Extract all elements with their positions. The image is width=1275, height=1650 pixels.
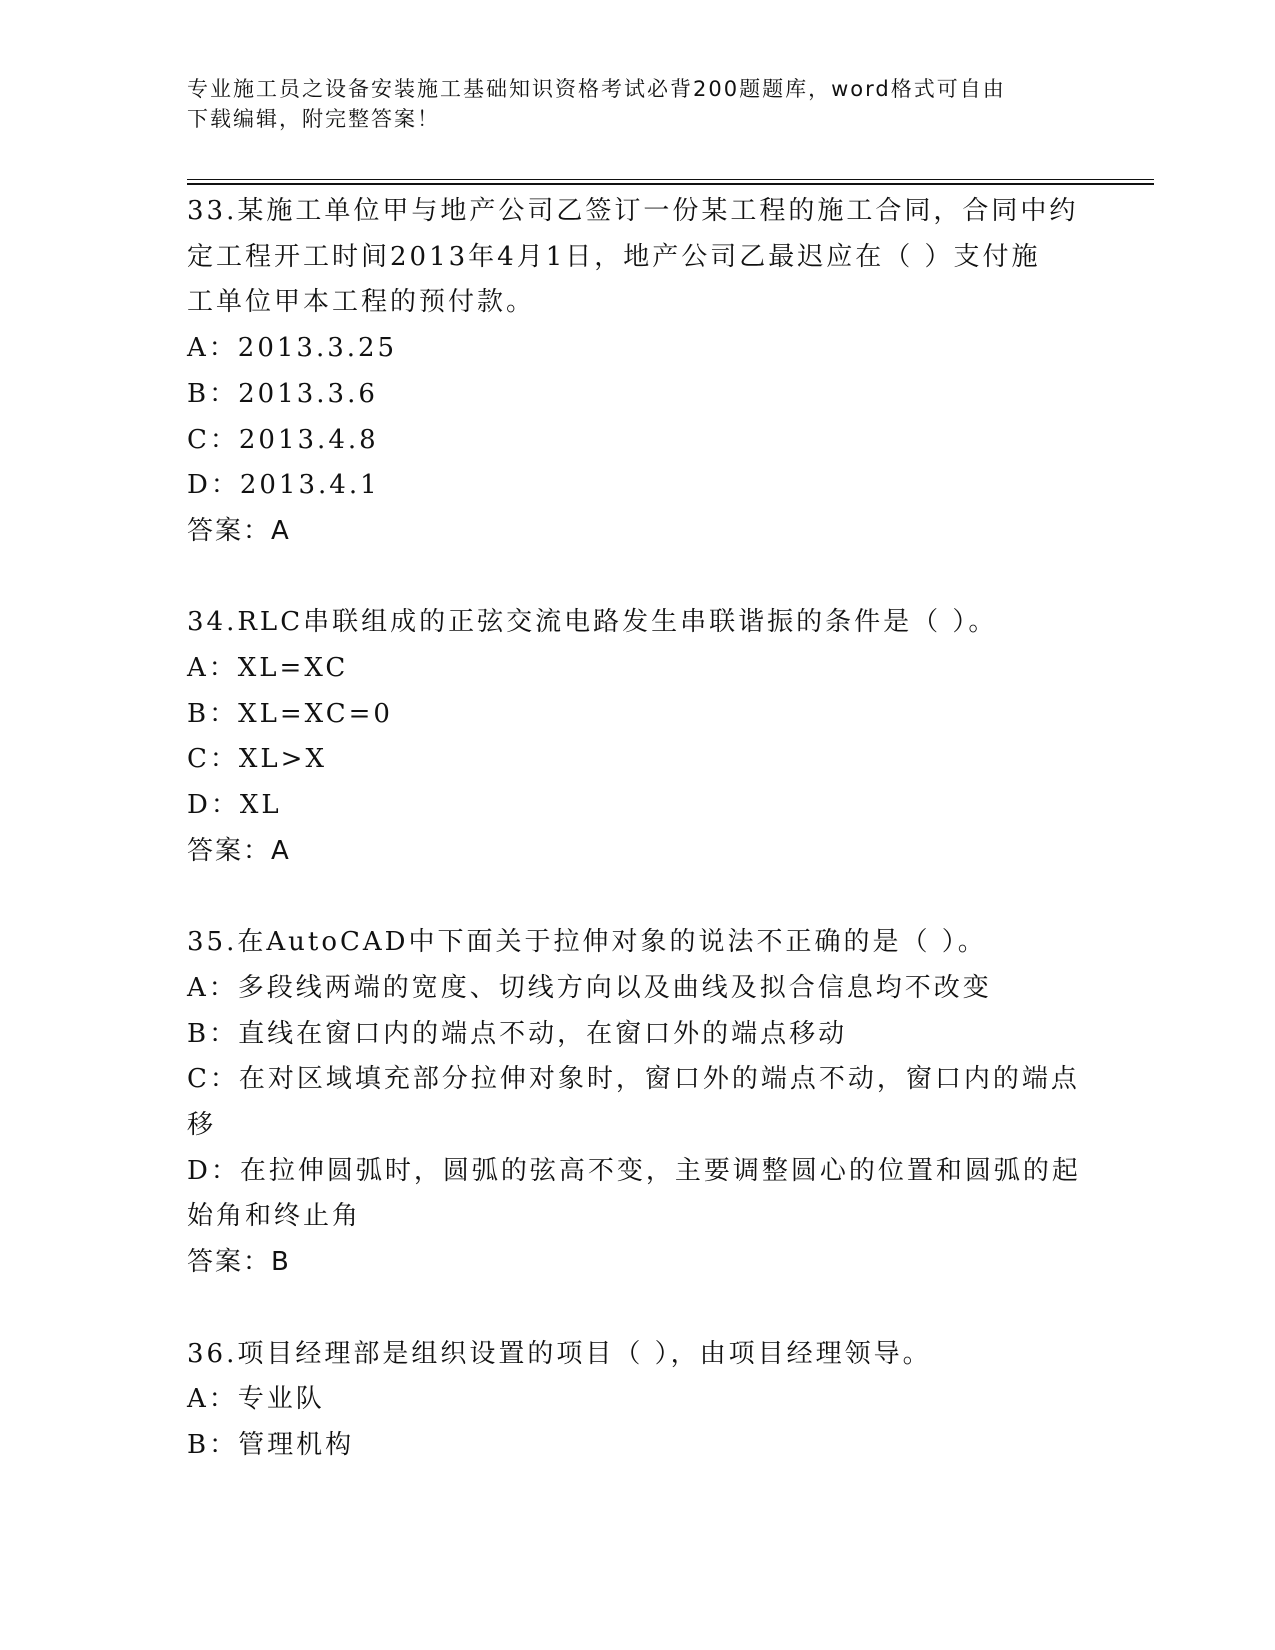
option-a: A：专业队 <box>187 1384 325 1415</box>
option-d: D：2013.4.1 <box>187 470 380 501</box>
option-b: B：直线在窗口内的端点不动，在窗口外的端点移动 <box>187 1018 848 1049</box>
question-35 <box>187 920 1087 1286</box>
question-36 <box>187 1332 1087 1469</box>
option-b: B：管理机构 <box>187 1429 355 1460</box>
option-d: D：XL <box>187 790 282 821</box>
question-34 <box>187 600 1087 874</box>
answer-label: 答案：A <box>187 835 291 866</box>
document-header <box>187 74 1067 134</box>
answer-label: 答案：B <box>187 1247 291 1278</box>
option-c-continued: 移 <box>187 1110 217 1141</box>
question-text: 35.在AutoCAD中下面关于拉伸对象的说法不正确的是（ ）。 <box>187 927 987 958</box>
header-line: 专业施工员之设备安装施工基础知识资格考试必背200题题库，word格式可自由 <box>187 77 1006 101</box>
option-b: B：XL=XC=0 <box>187 698 393 729</box>
option-d: D：在拉伸圆弧时，圆弧的弦高不变，主要调整圆心的位置和圆弧的起 <box>187 1155 1081 1186</box>
option-c: C：XL>X <box>187 744 327 775</box>
option-a: A：多段线两端的宽度、切线方向以及曲线及拟合信息均不改变 <box>187 972 992 1003</box>
header-divider <box>187 179 1154 180</box>
question-text: 34.RLC串联组成的正弦交流电路发生串联谐振的条件是（ ）。 <box>187 607 998 638</box>
header-divider <box>187 183 1154 185</box>
option-c: C：2013.4.8 <box>187 424 379 455</box>
question-text: 定工程开工时间2013年4月1日，地产公司乙最迟应在（ ）支付施 <box>187 241 1041 272</box>
question-33 <box>187 189 1087 555</box>
option-a: A：XL=XC <box>187 653 349 684</box>
header-line: 下载编辑，附完整答案！ <box>187 107 440 131</box>
option-d-continued: 始角和终止角 <box>187 1201 362 1232</box>
question-text: 工单位甲本工程的预付款。 <box>187 287 536 318</box>
question-text: 36.项目经理部是组织设置的项目（ ），由项目经理领导。 <box>187 1338 932 1369</box>
answer-label: 答案：A <box>187 515 291 546</box>
option-b: B：2013.3.6 <box>187 378 378 409</box>
question-text: 33.某施工单位甲与地产公司乙签订一份某工程的施工合同，合同中约 <box>187 196 1079 226</box>
option-a: A：2013.3.25 <box>187 333 398 364</box>
option-c: C：在对区域填充部分拉伸对象时，窗口外的端点不动，窗口内的端点 <box>187 1064 1080 1095</box>
question-list <box>187 189 1087 1514</box>
